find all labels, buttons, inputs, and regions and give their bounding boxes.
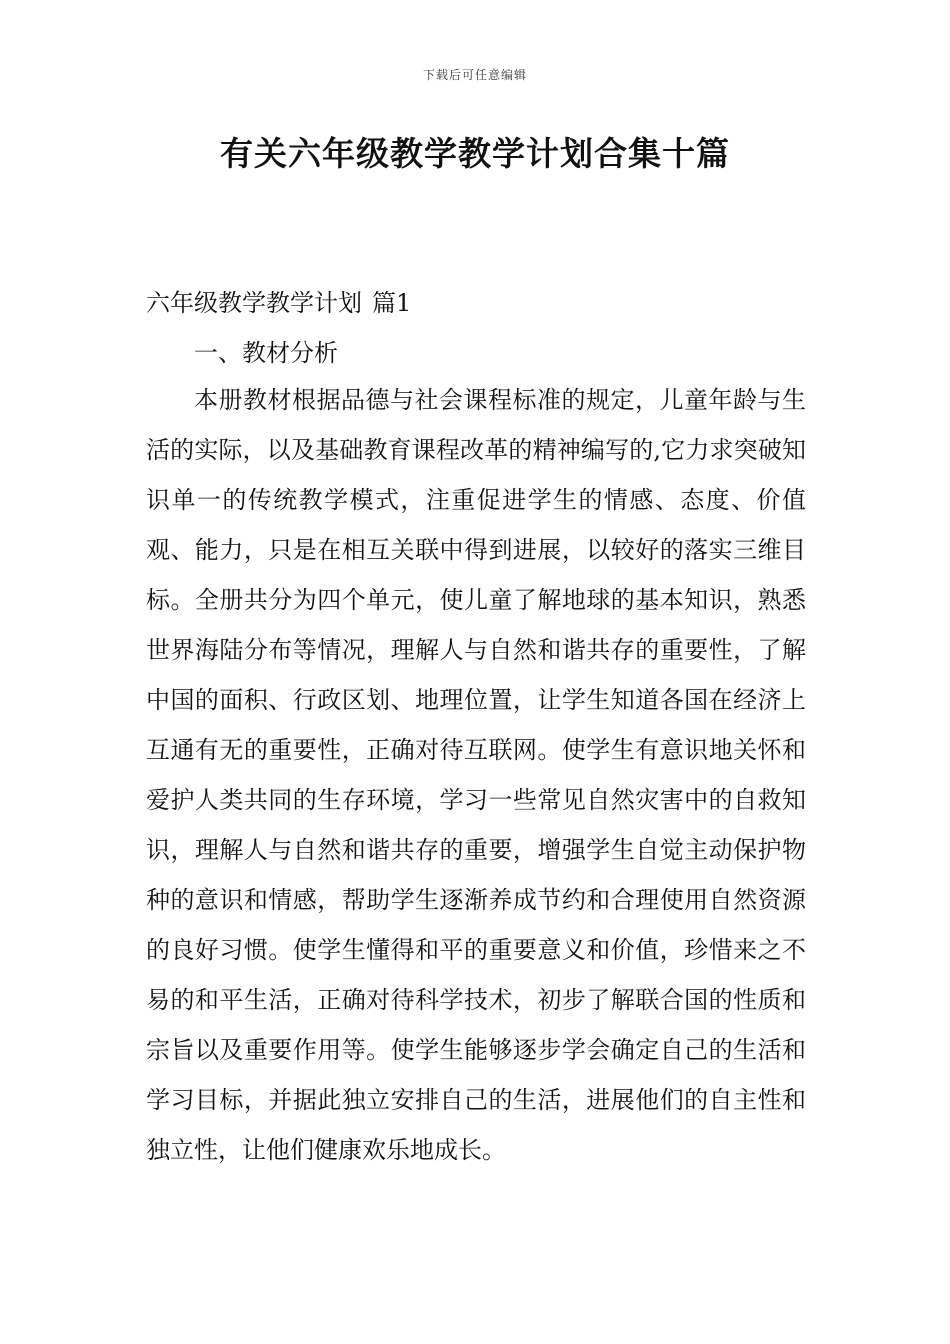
subheading: 一、教材分析 xyxy=(194,339,338,367)
section-number: 篇1 xyxy=(372,289,412,317)
section-heading-text: 六年级教学教学计划 xyxy=(146,289,362,317)
body-paragraph: 本册教材根据品德与社会课程标准的规定，儿童年龄与生活的实际，以及基础教育课程改革的精神编写的,它力求突破知识单一的传统教学模式，注重促进学生的情感、态度、价值观、能力，只是在相互关联中得到进展，以较好的落实三维目标。全册共分为四个单元，使儿童了解地球的基本知识，熟悉世界海陆分布等情况，理解人与自然和谐共存的重要性，了解中国的面积、行政区划、地理位置，让学生知道各国在经济上互通有无的重要性，正确对待互联网。使学生有意识地关怀和爱护人类共同的生存环境，学习一些常见自然灾害中的自救知识，理解人与自然和谐共存的重要，增强学生自觉主动保护物种的意识和情感，帮助学生逐渐养成节约和合理使用自然资源的良好习惯。使学生懂得和平的重要意义和价值，珍惜来之不易的和平生活，正确对待科学技术，初步了解联合国的性质和宗旨以及重要作用等。使学生能够逐步学会确定自己的生活和学习目标，并据此独立安排自己的生活，进展他们的自主性和独立性，让他们健康欢乐地成长。 xyxy=(146,386,806,1164)
section-heading xyxy=(146,283,411,318)
document-title: 有关六年级教学教学计划合集十篇 xyxy=(220,134,730,173)
header-note: 下载后可任意编辑 xyxy=(422,68,527,82)
